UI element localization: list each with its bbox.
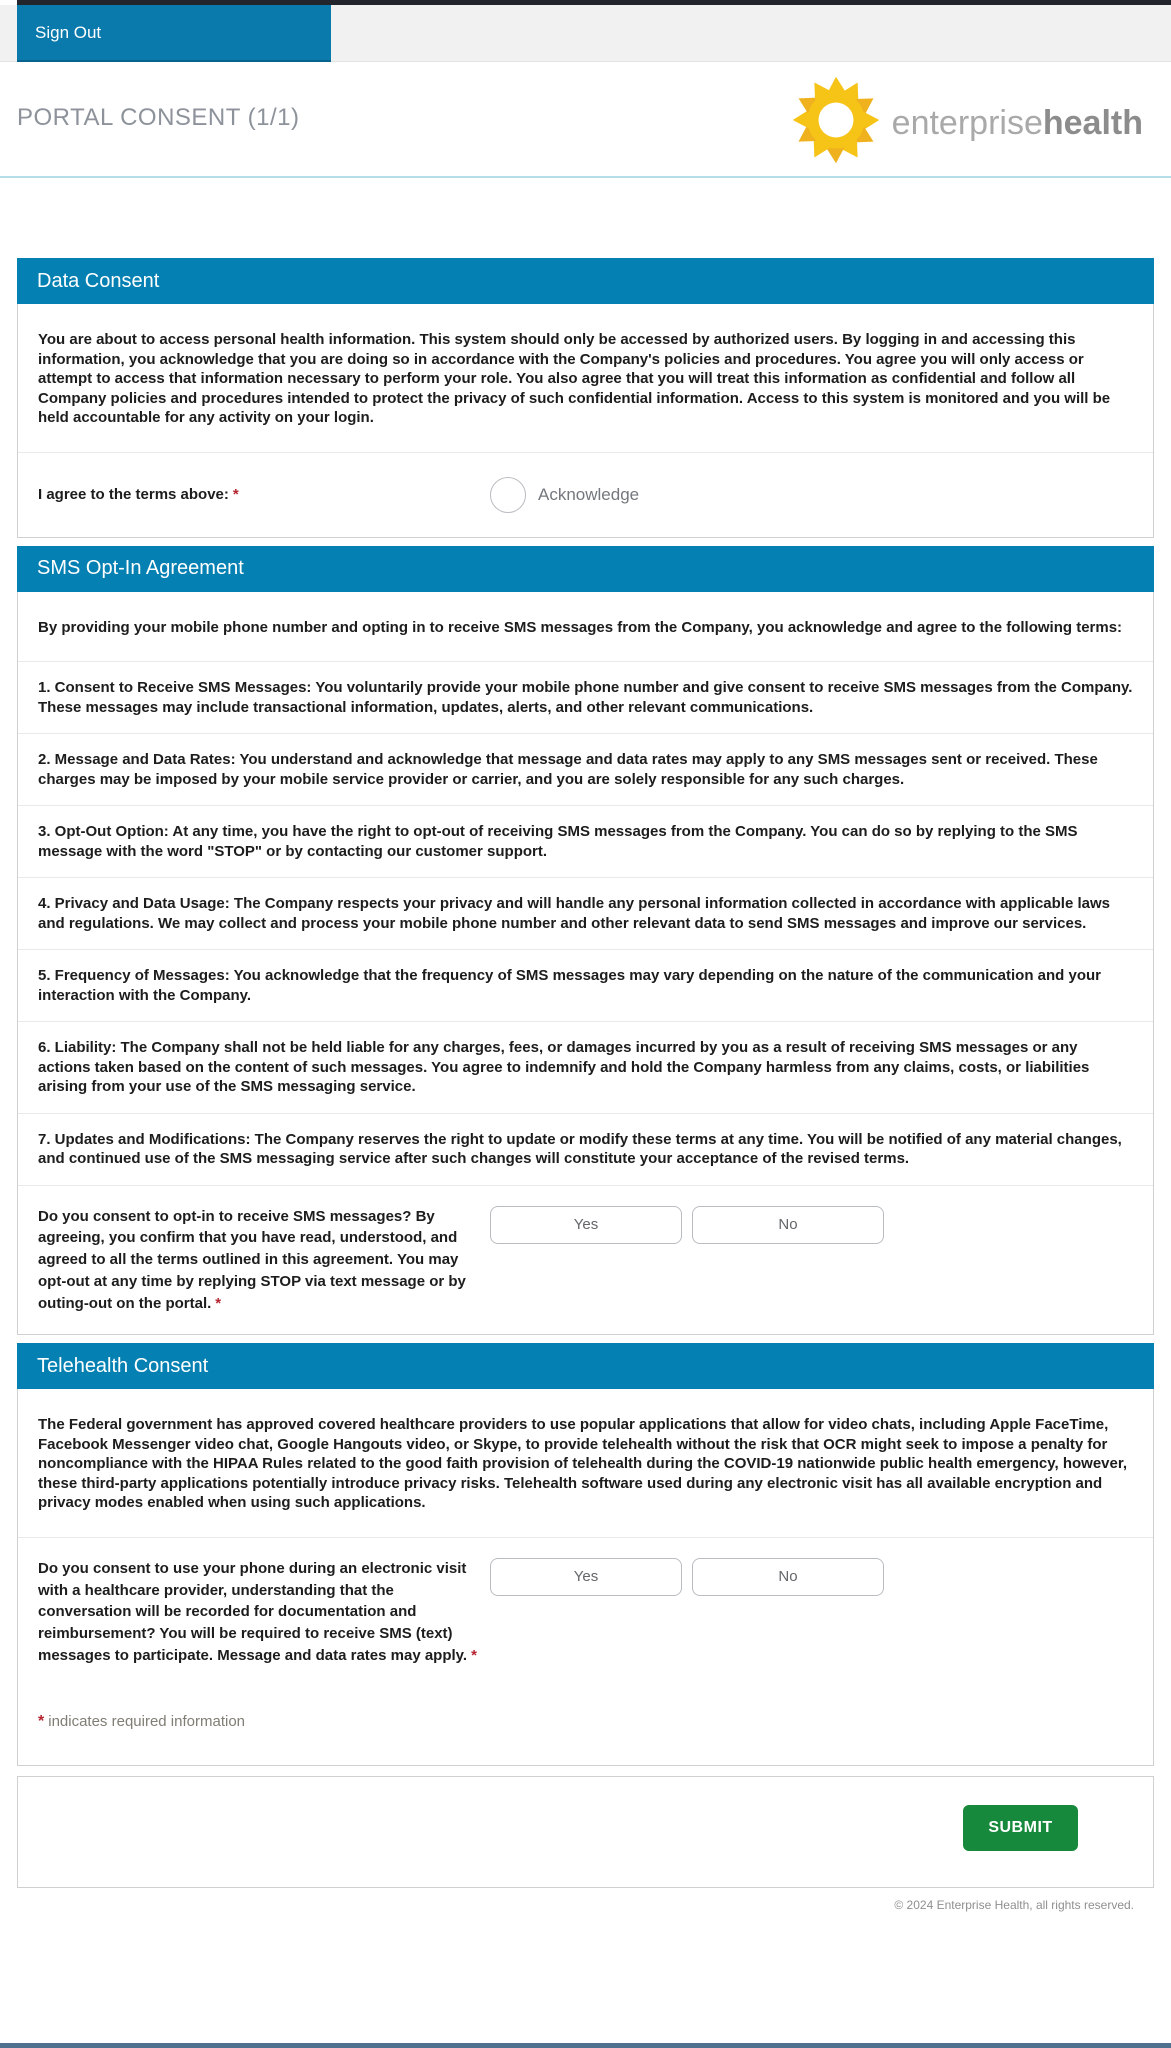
sign-out-label: Sign Out [35, 22, 102, 42]
sms-term-1: 1. Consent to Receive SMS Messages: You voluntarily provide your mobile phone number and give consent to receive SMS messages from the Company. These messages may include transactional information, updates, alerts, and other relevant communications. [18, 661, 1153, 733]
telehealth-question-row [18, 1537, 1153, 1687]
required-asterisk: * [471, 1646, 477, 1664]
header-divider [0, 176, 1171, 178]
telehealth-header: Telehealth Consent [17, 1343, 1154, 1389]
required-asterisk: * [38, 1712, 45, 1730]
telehealth-section [17, 1343, 1154, 1765]
sms-yes-button[interactable]: Yes [490, 1206, 682, 1244]
sms-intro-paragraph: By providing your mobile phone number and opting in to receive SMS messages from the Company, you acknowledge and agree to the following terms: [38, 618, 1123, 636]
required-asterisk: * [215, 1294, 222, 1312]
sms-consent-question-row [18, 1185, 1153, 1335]
copyright-notice: © 2024 Enterprise Health, all rights reserved. [894, 1897, 1134, 1912]
logo-text-bold: health [1042, 103, 1143, 142]
page-header [0, 62, 1171, 176]
telehealth-no-button[interactable]: No [692, 1558, 884, 1596]
telehealth-question-label: Do you consent to use your phone during an electronic visit with a healthcare provider, understanding that the conversation will be recorded for documentation and reimbursement? You will be required to receive SMS (text) messages to participate. Message and data rates may apply. * [38, 1559, 477, 1664]
telehealth-paragraph: The Federal government has approved covered healthcare providers to use popular applications that allow for video chats, including Apple FaceTime, Facebook Messenger video chat, Google Hangouts video, or Skype, to provide telehealth without the risk that OCR might seek to impose a penalty for noncompliance with the HIPAA Rules related to the good faith provision of telehealth during the COVID-19 nationwide public health emergency, however, these third-party applications potentially introduce privacy risks. Telehealth software used during any electronic visit has all available encryption and privacy modes enabled when using such applications. [38, 1416, 1128, 1512]
sms-opt-in-section [17, 546, 1154, 1336]
agree-question-label: I agree to the terms above: * [38, 485, 239, 503]
submit-panel [17, 1776, 1154, 1888]
logo-text-light: enterprise [891, 103, 1043, 142]
sms-yes-no-buttons [490, 1206, 884, 1315]
sms-opt-in-body [17, 592, 1154, 1336]
sunflower-icon [790, 74, 882, 171]
sms-term-7: 7. Updates and Modifications: The Company reserves the right to update or modify these terms at any time. You will be notified of any material changes, and continued use of the SMS messaging service after such changes will constitute your acceptance of the revised terms. [18, 1113, 1153, 1185]
telehealth-yes-no-buttons [490, 1558, 884, 1667]
sms-term-6: 6. Liability: The Company shall not be held liable for any charges, fees, or damages incurred by you as a result of receiving SMS messages or any actions taken based on the content of such messages. You agree to indemnify and hold the Company harmless from any claims, costs, or liabilities arising from your use of the SMS messaging service. [18, 1021, 1153, 1113]
logo-text [891, 103, 1143, 142]
sms-no-button[interactable]: No [692, 1206, 884, 1244]
agree-question-row [18, 452, 1153, 537]
sms-consent-question-label: Do you consent to opt-in to receive SMS messages? By agreeing, you confirm that you have read, understood, and agreed to all the terms outlined in this agreement. You may opt-out at any time by replying STOP via text message or by outing-out on the portal. * [38, 1207, 466, 1312]
data-consent-body [17, 304, 1154, 538]
sms-term-2: 2. Message and Data Rates: You understand and acknowledge that message and data rates may apply to any SMS messages sent or received. These charges may be imposed by your mobile service provider or carrier, and you are solely responsible for any such charges. [18, 733, 1153, 805]
sign-out-tab[interactable] [17, 5, 331, 62]
sms-term-4: 4. Privacy and Data Usage: The Company respects your privacy and will handle any personal information collected in accordance with applicable laws and regulations. We may collect and process your mobile phone number and other relevant data to send SMS messages and improve our services. [18, 877, 1153, 949]
data-consent-paragraph: You are about to access personal health information. This system should only be accessed by authorized users. By logging in and accessing this information, you acknowledge that you are doing so in accordance with the Company's policies and procedures. You agree you will only access or attempt to access that information necessary to perform your role. You also agree that you will treat this information as confidential and follow all Company policies and procedures intended to protect the privacy of such confidential information. Access to this system is monitored and you will be held accountable for any activity on your login. [38, 331, 1111, 426]
acknowledge-label: Acknowledge [538, 484, 640, 504]
consent-form [17, 258, 1154, 1912]
required-information-note: * indicates required information [38, 1712, 246, 1730]
sms-term-3: 3. Opt-Out Option: At any time, you have the right to opt-out of receiving SMS messages from the Company. You can do so by replying to the SMS message with the word "STOP" or by contacting our customer support. [18, 805, 1153, 877]
data-consent-header: Data Consent [17, 258, 1154, 304]
data-consent-section [17, 258, 1154, 538]
acknowledge-radio[interactable] [490, 477, 526, 513]
acknowledge-control [490, 477, 639, 513]
required-asterisk: * [232, 485, 239, 503]
submit-button[interactable]: SUBMIT [963, 1805, 1078, 1851]
sms-opt-in-header: SMS Opt-In Agreement [17, 546, 1154, 592]
enterprise-health-logo [790, 74, 1143, 171]
telehealth-yes-button[interactable]: Yes [490, 1558, 682, 1596]
bottom-bar [0, 2043, 1171, 2048]
telehealth-body [17, 1389, 1154, 1765]
page-title: PORTAL CONSENT (1/1) [17, 104, 300, 131]
sms-term-5: 5. Frequency of Messages: You acknowledge that the frequency of SMS messages may vary depending on the nature of the communication and your interaction with the Company. [18, 949, 1153, 1021]
